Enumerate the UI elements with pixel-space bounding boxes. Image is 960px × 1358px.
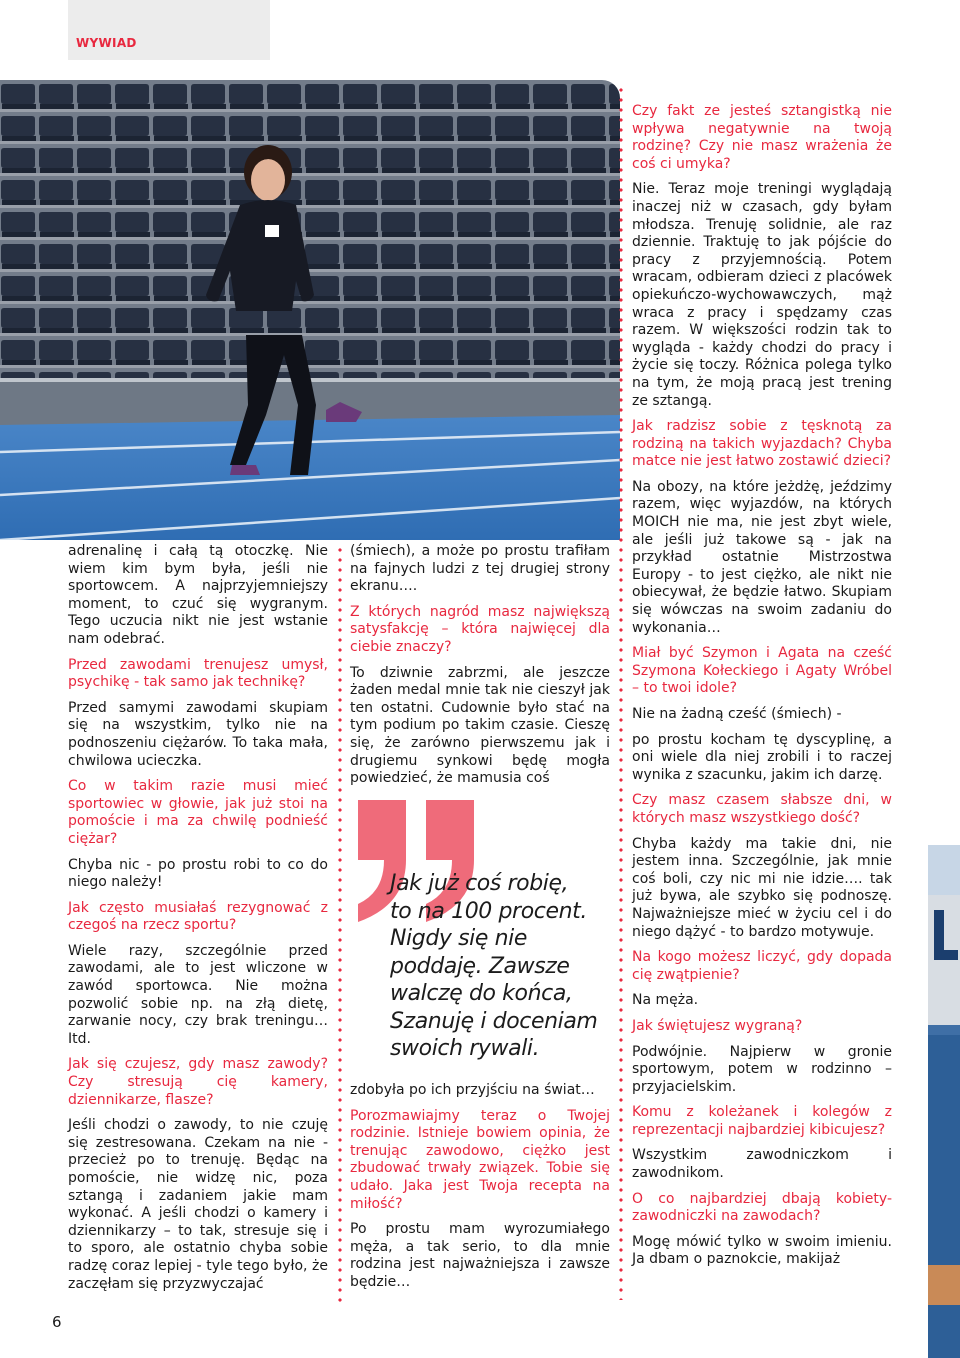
interview-question: Co w takim razie musi mieć sportowiec w głowie, jak już stoi na pomoście i ma za chwilę podnieść ciężar? xyxy=(68,778,328,847)
interview-answer: To dziwnie zabrzmi, ale jeszcze żaden medal mnie tak nie cieszył jak ten ostatni. Cudownie było stać na tym podium po takim czasie. Cieszę się, że zarówno pierwszemu jak i drugiemu synkowi będę mogła powiedzieć, że mamusia coś xyxy=(350,664,610,787)
pull-quote-line: poddaję. Zawsze xyxy=(390,953,570,979)
interview-answer: (śmiech), a może po prostu trafiłam na fajnych ludzi z tej drugiej strony ekranu…. xyxy=(350,543,610,595)
dotted-divider xyxy=(619,85,623,1300)
interview-answer: Po prostu mam wyrozumiałego męża, a tak serio, to dla mnie rodzina jest najważniejsza i zawsze będzie… xyxy=(350,1221,610,1290)
section-label: WYWIAD xyxy=(76,36,137,50)
pull-quote-line: swoich rywali. xyxy=(390,1036,540,1061)
interview-answer: Chyba każdy ma takie dni, nie jestem inna. Szczególnie, jak mnie coś boli, czy nic mi nie idzie…. tak już bywa, ale szybko się podnoszę. Najważniejsze mieć w życiu cel i do niego dążyć - to bardzo motywuje. xyxy=(632,835,892,940)
interview-answer: Wszystkim zawodniczkom i zawodnikom. xyxy=(632,1147,892,1182)
section-tab xyxy=(68,0,270,60)
edge-photo-strip xyxy=(928,845,960,1358)
text-column-middle-bottom xyxy=(350,1082,610,1300)
dotted-divider xyxy=(338,545,342,1305)
interview-question: Czy masz czasem słabsze dni, w których masz wszystkiego dość? xyxy=(632,792,892,826)
interview-question: Jak się czujesz, gdy masz zawody? Czy stresują cię kamery, dziennikarze, flasze? xyxy=(68,1056,328,1108)
interview-question: Jak często musiałaś rezygnować z czegoś na rzecz sportu? xyxy=(68,899,328,934)
interview-question: Czy fakt ze jesteś sztangistką nie wpływa negatywnie na twoją rodzinę? Czy nie masz wrażenia że coś ci umyka? xyxy=(632,103,892,172)
interview-question: O co najbardziej dbają kobiety-zawodniczki na zawodach? xyxy=(632,1190,892,1225)
page-number: 6 xyxy=(52,1313,62,1331)
pull-quote-line: walczę do końca, xyxy=(390,981,573,1006)
interview-question: Na kogo możesz liczyć, gdy dopada cię zwątpienie? xyxy=(632,949,892,983)
interview-answer: Na obozy, na które jeżdżę, jeździmy razem, więc wyjazdów, na których MOICH nie ma, nie jest zbyt wiele, ale jeśli już takowe są - jak na przykład ostatnie Mistrzostwa Europy - to jest ciężko, ale nikt nie obiecywał, że będzie łatwo. Skupiam się wówczas na swoim zadaniu do wykonania… xyxy=(632,478,892,636)
pull-quote-line: to na 100 procent. xyxy=(390,898,587,924)
interview-answer: Nie na żadną cześć (śmiech) - xyxy=(632,706,842,722)
text-column-right xyxy=(632,103,892,1277)
interview-answer: Przed samymi zawodami skupiam się na wszystkim, tylko nie na podnoszeniu ciężarów. To taka mała, chwilowa ucieczka. xyxy=(68,699,328,769)
interview-question: Miał być Szymon i Agata na cześć Szymona Kołeckiego i Agaty Wróbel – to twoi idole? xyxy=(632,645,892,697)
interview-answer: Na męża. xyxy=(632,992,699,1009)
interview-question: Jak świętujesz wygraną? xyxy=(632,1017,803,1034)
interview-answer: Wiele razy, szczególnie przed zawodami, ale to jest wliczone w zawód sportowca. Nie można pozwolić sobie np. na złą dietę, zarwanie nocy, czy brak treningu… Itd. xyxy=(68,942,328,1047)
interview-answer: Jeśli chodzi o zawody, to nie czuję się zestresowana. Czekam na nie - przecież po to trenuję. Będąc na pomoście, nie widzę nic, poza sztangą i zadaniem jakie mam wykonać. A jeśli chodzi o kamery i dziennikarzy – to tak, stresuje się i to sporo, ale ostatnio chyba sobie radzę coraz lepiej - tyle tego było, że zaczęłam się przyzwyczajać xyxy=(68,1117,328,1292)
interview-answer: po prostu kocham tę dyscyplinę, a oni wiele dla niej zrobili i to raczej wynika z szacunku, jakim ich darzę. xyxy=(632,731,892,783)
interview-answer: Nie. Teraz moje treningi wyglądają inaczej niż w czasach, gdy byłam młodsza. Trenuję solidnie, ale raz dziennie. Traktuję to jak pójście do pracy z przyjemnością. Potem wracam, odbieram dzieci z placówek opiekuńczo-wychowawczych, mąż wraca z pracy i spędzamy czas razem. W większości rodzin tak to wygląda - każdy chodzi do pracy i życie się toczy. Różnica polega tylko na tym, że moją pracą jest trening ze sztangą. xyxy=(632,181,892,409)
text-column-middle-top xyxy=(350,543,610,796)
interview-answer: zdobyła po ich przyjściu na świat… xyxy=(350,1082,595,1098)
interview-question: Komu z koleżanek i kolegów z reprezentacji najbardziej kibicujesz? xyxy=(632,1104,892,1138)
text-column-left xyxy=(68,543,328,1301)
pull-quote-line: Nigdy się nie xyxy=(390,926,528,951)
interview-question: Jak radzisz sobie z tęsknotą za rodziną na takich wyjazdach? Chyba matce nie jest łatwo zostawić dzieci? xyxy=(632,418,892,470)
interview-answer: Podwójnie. Najpierw w gronie sportowym, potem w rodzinno – przyjacielskim. xyxy=(632,1043,892,1095)
interview-question: Przed zawodami trenujesz umysł, psychikę - tak samo jak technikę? xyxy=(68,656,328,691)
interview-answer: adrenalinę i całą tą otoczkę. Nie wiem kim bym była, jeśli nie sportowcem. A najprzyjemniejszy moment, to czuć się wygranym. Tego uczucia nikt nie jest wstanie nam odebrać. xyxy=(68,543,328,647)
athlete-photo xyxy=(0,80,620,540)
interview-answer: Mogę mówić tylko w swoim imieniu. Ja dbam o paznokcie, makijaż xyxy=(632,1233,892,1268)
pull-quote-line: Jak już coś robię, xyxy=(390,871,569,896)
interview-answer: Chyba nic - po prostu robi to co do niego należy! xyxy=(68,856,328,891)
interview-question: Z których nagród masz największą satysfakcję – która najwięcej dla ciebie znaczy? xyxy=(350,603,610,655)
pull-quote xyxy=(390,870,620,1063)
pull-quote-line: Szanuję i doceniam xyxy=(390,1008,598,1034)
interview-question: Porozmawiajmy teraz o Twojej rodzinie. Istnieje bowiem opinia, że trenując zawodowo, ciężko jest zbudować trwały związek. Tobie się udało. Jaka jest Twoja recepta na miłość? xyxy=(350,1107,610,1212)
